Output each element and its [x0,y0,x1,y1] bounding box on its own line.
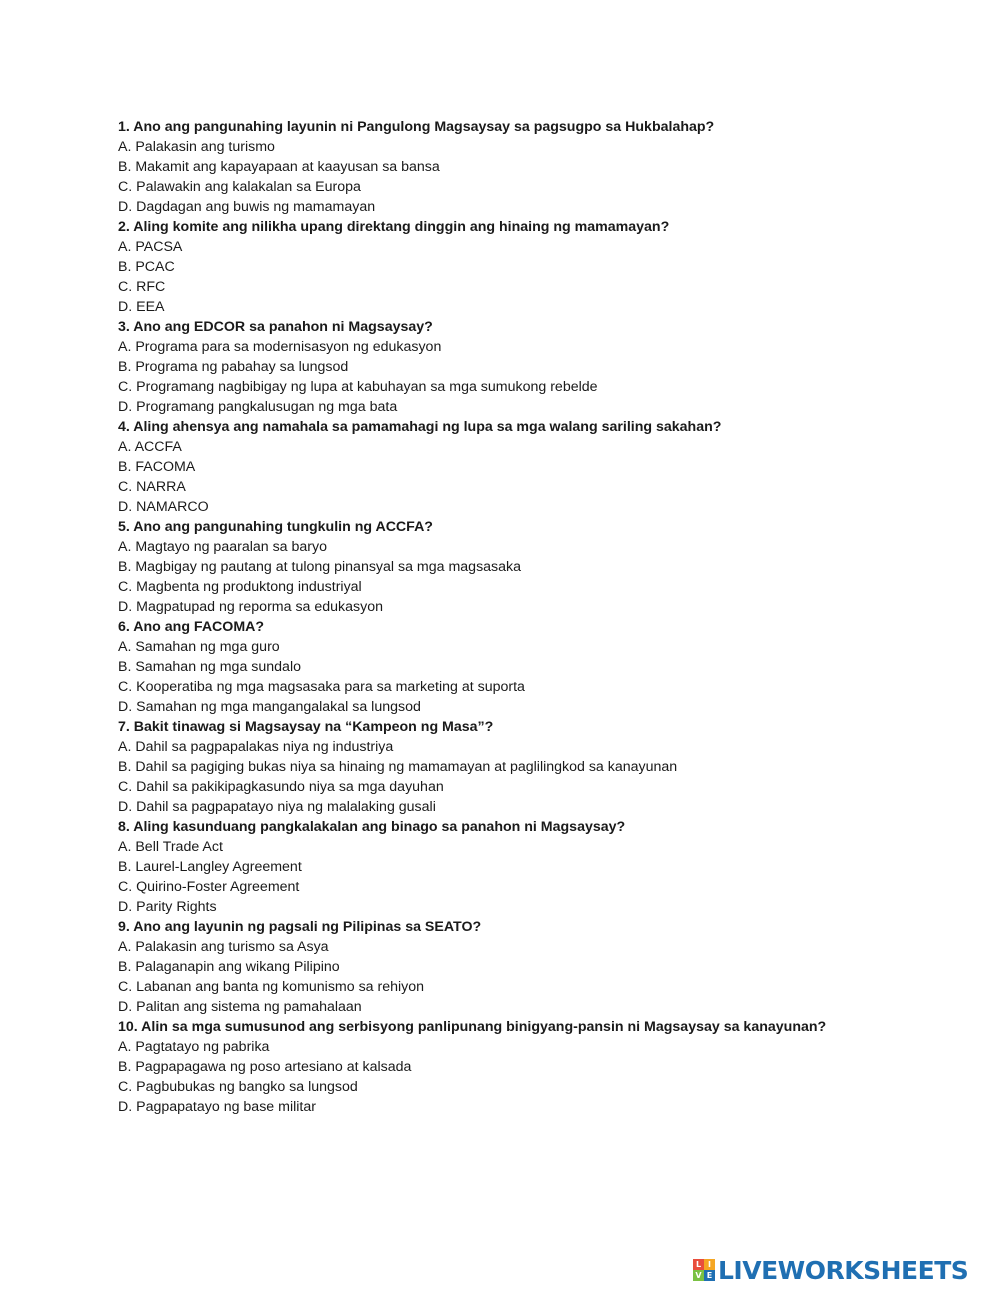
answer-choice[interactable]: A. ACCFA [118,439,182,455]
question-block [118,317,918,417]
answer-choice[interactable]: B. PCAC [118,259,175,275]
question-text: 5. Ano ang pangunahing tungkulin ng ACCFA? [118,519,433,535]
answer-choice[interactable]: A. PACSA [118,239,183,255]
worksheet [118,117,918,1117]
question-text: 6. Ano ang FACOMA? [118,619,265,635]
answer-choice[interactable]: C. RFC [118,279,166,295]
answer-choice[interactable]: D. Programang pangkalusugan ng mga bata [118,399,398,415]
question-text: 4. Aling ahensya ang namahala sa pamamahagi ng lupa sa mga walang sariling sakahan? [118,419,722,435]
question-text: 2. Aling komite ang nilikha upang direktang dinggin ang hinaing ng mamamayan? [118,219,670,235]
answer-choice[interactable]: A. Samahan ng mga guro [118,639,280,655]
answer-choice[interactable]: B. Laurel-Langley Agreement [118,859,302,875]
answer-choice[interactable]: C. Quirino-Foster Agreement [118,879,300,895]
brand-name: LIVEWORKSHEETS [718,1255,969,1285]
answer-choice[interactable]: D. Parity Rights [118,899,217,915]
question-block [118,917,918,1017]
question-text: 7. Bakit tinawag si Magsaysay na “Kampeon ng Masa”? [118,719,494,735]
answer-choice[interactable]: B. Palaganapin ang wikang Pilipino [118,959,340,975]
question-block [118,217,918,317]
answer-choice[interactable]: A. Pagtatayo ng pabrika [118,1039,270,1055]
logo-tile-e: E [704,1270,715,1281]
answer-choice[interactable]: B. Magbigay ng pautang at tulong pinansyal sa mga magsasaka [118,559,522,575]
question-block [118,617,918,717]
answer-choice[interactable]: D. Palitan ang sistema ng pamahalaan [118,999,362,1015]
answer-choice[interactable]: B. Dahil sa pagiging bukas niya sa hinaing ng mamamayan at paglilingkod sa kanayunan [118,759,678,775]
answer-choice[interactable]: A. Programa para sa modernisasyon ng edukasyon [118,339,442,355]
question-block [118,1017,918,1117]
answer-choice[interactable]: D. Dahil sa pagpapatayo niya ng malalaking gusali [118,799,436,815]
answer-choice[interactable]: C. Pagbubukas ng bangko sa lungsod [118,1079,358,1095]
answer-choice[interactable]: A. Bell Trade Act [118,839,223,855]
answer-choice[interactable]: B. Pagpapagawa ng poso artesiano at kalsada [118,1059,412,1075]
question-text: 9. Ano ang layunin ng pagsali ng Pilipinas sa SEATO? [118,919,482,935]
answer-choice[interactable]: D. Magpatupad ng reporma sa edukasyon [118,599,383,615]
question-block [118,717,918,817]
answer-choice[interactable]: C. Kooperatiba ng mga magsasaka para sa marketing at suporta [118,679,525,695]
logo-tile-i: I [704,1259,715,1270]
question-block [118,517,918,617]
answer-choice[interactable]: C. Programang nagbibigay ng lupa at kabuhayan sa mga sumukong rebelde [118,379,598,395]
question-block [118,417,918,517]
question-block [118,117,918,217]
question-text: 3. Ano ang EDCOR sa panahon ni Magsaysay? [118,319,433,335]
answer-choice[interactable]: A. Palakasin ang turismo [118,139,275,155]
liveworksheets-logo-icon [693,1259,715,1281]
answer-choice[interactable]: C. Dahil sa pakikipagkasundo niya sa mga dayuhan [118,779,444,795]
answer-choice[interactable]: C. Palawakin ang kalakalan sa Europa [118,179,361,195]
answer-choice[interactable]: B. Programa ng pabahay sa lungsod [118,359,349,375]
answer-choice[interactable]: B. Samahan ng mga sundalo [118,659,301,675]
answer-choice[interactable]: D. EEA [118,299,165,315]
logo-tile-l: L [693,1259,704,1270]
answer-choice[interactable]: B. Makamit ang kapayapaan at kaayusan sa bansa [118,159,440,175]
answer-choice[interactable]: D. Pagpapatayo ng base militar [118,1099,316,1115]
answer-choice[interactable]: B. FACOMA [118,459,196,475]
answer-choice[interactable]: A. Magtayo ng paaralan sa baryo [118,539,328,555]
answer-choice[interactable]: D. Dagdagan ang buwis ng mamamayan [118,199,376,215]
question-text: 1. Ano ang pangunahing layunin ni Pangulong Magsaysay sa pagsugpo sa Hukbalahap? [118,119,715,135]
question-text: 10. Alin sa mga sumusunod ang serbisyong panlipunang binigyang-pansin ni Magsaysay sa kanayunan? [118,1019,827,1035]
answer-choice[interactable]: A. Palakasin ang turismo sa Asya [118,939,329,955]
answer-choice[interactable]: C. Labanan ang banta ng komunismo sa rehiyon [118,979,425,995]
answer-choice[interactable]: C. NARRA [118,479,186,495]
answer-choice[interactable]: A. Dahil sa pagpapalakas niya ng industriya [118,739,394,755]
question-block [118,817,918,917]
logo-tile-v: V [693,1270,704,1281]
liveworksheets-brand[interactable] [693,1253,968,1287]
answer-choice[interactable]: C. Magbenta ng produktong industriyal [118,579,362,595]
answer-choice[interactable]: D. Samahan ng mga mangangalakal sa lungsod [118,699,421,715]
answer-choice[interactable]: D. NAMARCO [118,499,209,515]
question-text: 8. Aling kasunduang pangkalakalan ang binago sa panahon ni Magsaysay? [118,819,626,835]
